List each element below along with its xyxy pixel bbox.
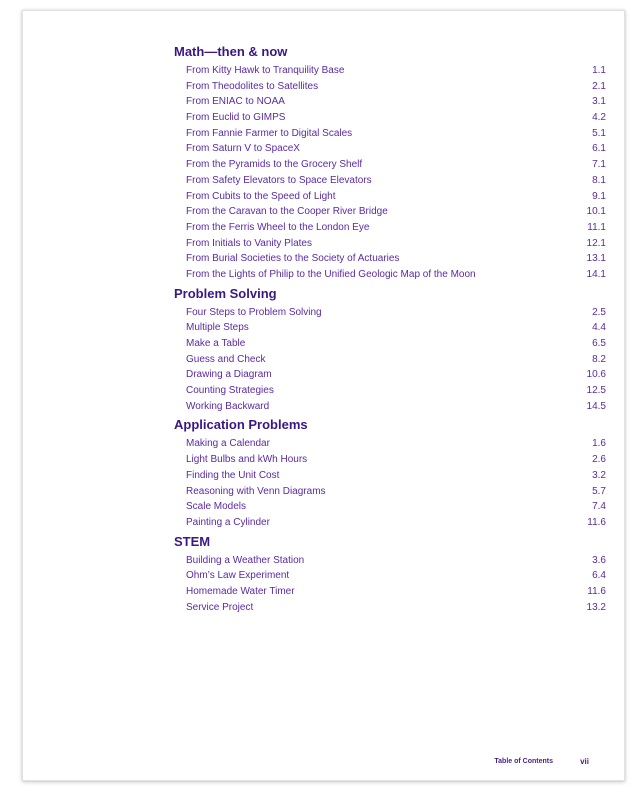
- toc-entry: [174, 383, 606, 399]
- entry-title: From the Lights of Philip to the Unified Geologic Map of the Moon: [186, 268, 476, 280]
- toc-entry: [174, 94, 606, 110]
- entry-page-number: 5.7: [592, 485, 606, 497]
- toc-entry: [174, 568, 606, 584]
- entry-title: Working Backward: [186, 400, 270, 412]
- toc-entry: [174, 484, 606, 500]
- toc-entry: [174, 79, 606, 95]
- toc-entry: [174, 126, 606, 142]
- toc-entry: [174, 499, 606, 515]
- toc-entry: [174, 305, 606, 321]
- entry-page-number: 10.6: [586, 369, 606, 381]
- entry-page-number: 8.2: [592, 353, 606, 365]
- entry-page-number: 13.2: [586, 601, 606, 613]
- entry-title: Drawing a Diagram: [186, 369, 272, 381]
- entry-page-number: 6.5: [592, 338, 606, 349]
- entry-title: Painting a Cylinder: [186, 516, 270, 528]
- entry-page-number: 4.4: [592, 322, 606, 334]
- toc-entry: [174, 251, 606, 267]
- document-page: [22, 10, 625, 781]
- entry-title: Guess and Check: [186, 353, 266, 365]
- section-title: Math—then & now: [174, 44, 288, 59]
- toc-section-stem: [174, 534, 606, 616]
- entry-title: From Euclid to GIMPS: [186, 112, 286, 124]
- entry-page-number: 3.2: [592, 469, 606, 481]
- toc-entry: [174, 220, 606, 236]
- entry-page-number: 5.1: [592, 127, 606, 139]
- entry-title: From the Ferris Wheel to the London Eye: [186, 221, 370, 233]
- entry-page-number: 2.6: [592, 454, 606, 466]
- toc-entry: [174, 584, 606, 600]
- entry-title: Making a Calendar: [186, 438, 270, 450]
- toc-entry: [174, 141, 606, 157]
- section-title: STEM: [174, 533, 211, 549]
- toc-entry: [174, 515, 606, 531]
- toc-entry: [174, 204, 606, 220]
- footer-page-number: vii: [580, 757, 589, 766]
- entry-title: Homemade Water Timer: [186, 585, 295, 597]
- entry-page-number: 10.1: [586, 206, 606, 218]
- entry-title: Multiple Steps: [186, 322, 249, 334]
- toc-entry: [174, 320, 606, 336]
- toc-entry: [174, 157, 606, 173]
- page-footer: [23, 755, 624, 769]
- entry-page-number: 6.1: [592, 143, 606, 155]
- entry-title: From Burial Societies to the Society of Actuaries: [186, 253, 400, 265]
- entry-page-number: 6.4: [592, 570, 606, 582]
- toc-entry: [174, 189, 606, 205]
- entry-title: From ENIAC to NOAA: [186, 96, 285, 108]
- entry-title: From Kitty Hawk to Tranquility Base: [186, 65, 345, 76]
- entry-title: Counting Strategies: [186, 385, 274, 397]
- toc-entry: [174, 236, 606, 252]
- toc-section-math-then-now: [174, 44, 606, 283]
- entry-page-number: 12.5: [586, 385, 606, 397]
- entry-page-number: 12.1: [586, 237, 606, 249]
- entry-page-number: 3.6: [592, 554, 606, 566]
- toc-section-problem-solving: [174, 286, 606, 415]
- table-of-contents: [174, 44, 606, 615]
- section-title: Application Problems: [174, 417, 308, 433]
- entry-page-number: 7.1: [592, 159, 606, 171]
- entry-title: From Safety Elevators to Space Elevators: [186, 174, 372, 186]
- toc-entry: [174, 468, 606, 484]
- entry-title: Ohm’s Law Experiment: [186, 570, 290, 582]
- entry-page-number: 11.6: [587, 516, 606, 528]
- toc-section-application-problems: [174, 417, 606, 530]
- toc-entry: [174, 452, 606, 468]
- toc-entry: [174, 110, 606, 126]
- entry-page-number: 14.5: [586, 400, 606, 412]
- entry-page-number: 8.1: [592, 174, 606, 186]
- entry-page-number: 2.1: [592, 80, 606, 92]
- entry-title: Light Bulbs and kWh Hours: [186, 454, 308, 466]
- toc-entry: [174, 173, 606, 189]
- entry-title: Make a Table: [186, 338, 246, 349]
- entry-title: Service Project: [186, 601, 254, 613]
- entry-page-number: 7.4: [592, 501, 606, 513]
- entry-page-number: 13.1: [586, 253, 606, 265]
- entry-title: Finding the Unit Cost: [186, 469, 280, 481]
- entry-title: From Theodolites to Satellites: [186, 80, 319, 92]
- entry-title: From the Caravan to the Cooper River Bridge: [186, 206, 388, 218]
- entry-page-number: 2.5: [592, 306, 606, 318]
- entry-page-number: 4.2: [592, 112, 606, 124]
- entry-page-number: 1.1: [592, 65, 606, 76]
- toc-entry: [174, 600, 606, 616]
- toc-entry: [174, 352, 606, 368]
- entry-title: From the Pyramids to the Grocery Shelf: [186, 159, 363, 171]
- entry-page-number: 11.6: [587, 585, 606, 597]
- entry-title: Reasoning with Venn Diagrams: [186, 485, 326, 497]
- toc-entry: [174, 436, 606, 452]
- entry-page-number: 11.1: [587, 221, 606, 233]
- toc-entry: [174, 399, 606, 415]
- entry-title: Scale Models: [186, 501, 247, 513]
- entry-title: Four Steps to Problem Solving: [186, 306, 322, 318]
- entry-page-number: 3.1: [592, 96, 606, 108]
- toc-entry: [174, 336, 606, 352]
- entry-title: From Initials to Vanity Plates: [186, 237, 312, 249]
- toc-entry: [174, 267, 606, 283]
- entry-title: From Saturn V to SpaceX: [186, 143, 300, 155]
- toc-entry: [174, 553, 606, 569]
- entry-title: Building a Weather Station: [186, 554, 305, 566]
- entry-title: From Fannie Farmer to Digital Scales: [186, 127, 353, 139]
- toc-entry: [174, 367, 606, 383]
- entry-page-number: 14.1: [586, 268, 606, 280]
- entry-page-number: 1.6: [592, 438, 606, 450]
- footer-label: Table of Contents: [494, 758, 553, 765]
- section-title: Problem Solving: [174, 285, 277, 301]
- entry-title: From Cubits to the Speed of Light: [186, 190, 336, 202]
- toc-entry: [174, 63, 606, 79]
- entry-page-number: 9.1: [592, 190, 606, 202]
